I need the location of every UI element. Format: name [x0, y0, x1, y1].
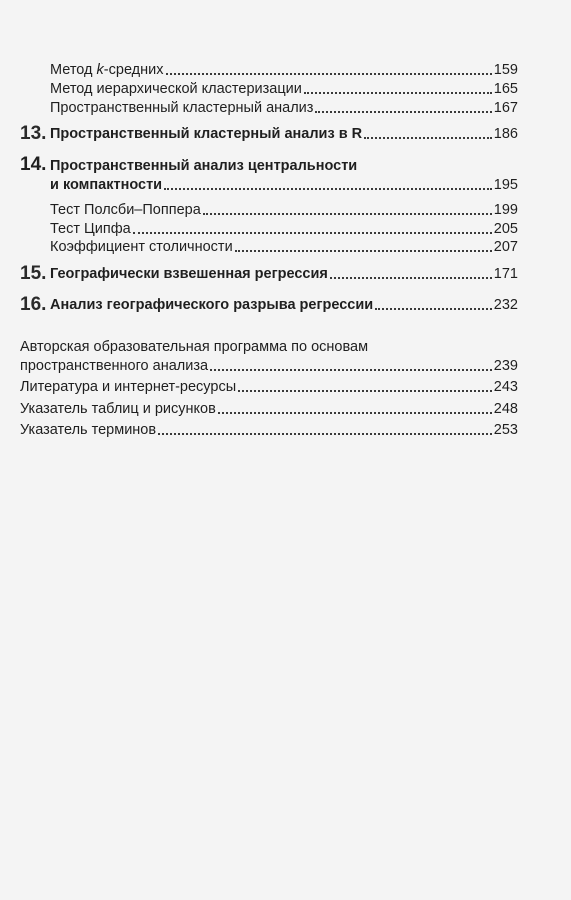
toc-entry: [50, 61, 518, 79]
toc-entry-title: Пространственный кластерный анализ: [50, 100, 314, 116]
toc-entry: [20, 378, 518, 396]
toc-chapter: [50, 176, 518, 194]
toc-page-number: 167: [493, 100, 518, 116]
toc-entry-title: Географически взвешенная регрессия: [50, 266, 328, 282]
toc-page-number: 248: [493, 401, 518, 417]
toc-entry-title: Тест Полсби–Поппера: [50, 202, 201, 218]
leader-dots: [210, 369, 492, 371]
toc-entry-title: Указатель терминов: [20, 422, 157, 438]
leader-dots: [133, 232, 492, 234]
toc-page-number: 243: [493, 379, 518, 395]
toc-entry-title: Анализ географического разрыва регрессии: [50, 297, 374, 313]
leader-dots: [315, 111, 491, 113]
toc-page-number: 195: [493, 177, 518, 193]
toc-chapter: [20, 265, 518, 283]
toc-entry: [50, 80, 518, 98]
leader-dots: [164, 188, 492, 190]
toc-entry-title: пространственного анализа: [20, 358, 209, 374]
leader-dots: [235, 250, 492, 252]
toc-entry-title: Тест Ципфа: [50, 221, 131, 237]
toc-page-number: 232: [493, 297, 518, 313]
toc-entry-title: Метод иерархической кластеризации: [50, 81, 302, 97]
toc-entry-title: и компактности: [50, 177, 163, 193]
toc-entry-title: Коэффициент столичности: [50, 239, 233, 255]
leader-dots: [330, 277, 492, 279]
leader-dots: [203, 213, 492, 215]
leader-dots: [304, 92, 492, 94]
toc-chapter-title-line: [20, 156, 357, 175]
chapter-number: 13.: [20, 123, 47, 144]
toc-page-number: 239: [493, 358, 518, 374]
toc-page-number: 253: [493, 422, 518, 438]
toc-entry: [50, 99, 518, 117]
toc-entry-title: Метод k-средних: [50, 62, 164, 78]
toc-page-number: 159: [493, 62, 518, 78]
toc-page-number: 205: [493, 221, 518, 237]
toc-chapter: [20, 296, 518, 314]
toc-page-number: 186: [493, 126, 518, 142]
toc-entry: [50, 220, 518, 238]
leader-dots: [375, 308, 492, 310]
chapter-number: 15.: [20, 263, 47, 284]
toc-entry-title: Указатель таблиц и рисунков: [20, 401, 216, 417]
leader-dots: [158, 433, 492, 435]
toc-entry: [50, 201, 518, 219]
toc-page-number: 199: [493, 202, 518, 218]
leader-dots: [166, 73, 492, 75]
toc-page-number: 207: [493, 239, 518, 255]
toc-entry-title: Пространственный анализ центральности: [50, 158, 358, 174]
chapter-number: 14.: [20, 154, 47, 175]
toc-entry-title: Пространственный кластерный анализ в R: [50, 126, 363, 142]
leader-dots: [218, 412, 492, 414]
toc-entry: [20, 357, 518, 375]
toc-chapter: [20, 125, 518, 143]
leader-dots: [238, 390, 492, 392]
toc-entry-title: Литература и интернет-ресурсы: [20, 379, 237, 395]
leader-dots: [364, 137, 492, 139]
toc-page-number: 171: [493, 266, 518, 282]
toc-entry-title-line: Авторская образовательная программа по основам: [20, 339, 369, 355]
toc-entry: [20, 400, 518, 418]
toc-page-number: 165: [493, 81, 518, 97]
toc-entry: [20, 421, 518, 439]
toc-entry: [50, 238, 518, 256]
chapter-number: 16.: [20, 294, 47, 315]
